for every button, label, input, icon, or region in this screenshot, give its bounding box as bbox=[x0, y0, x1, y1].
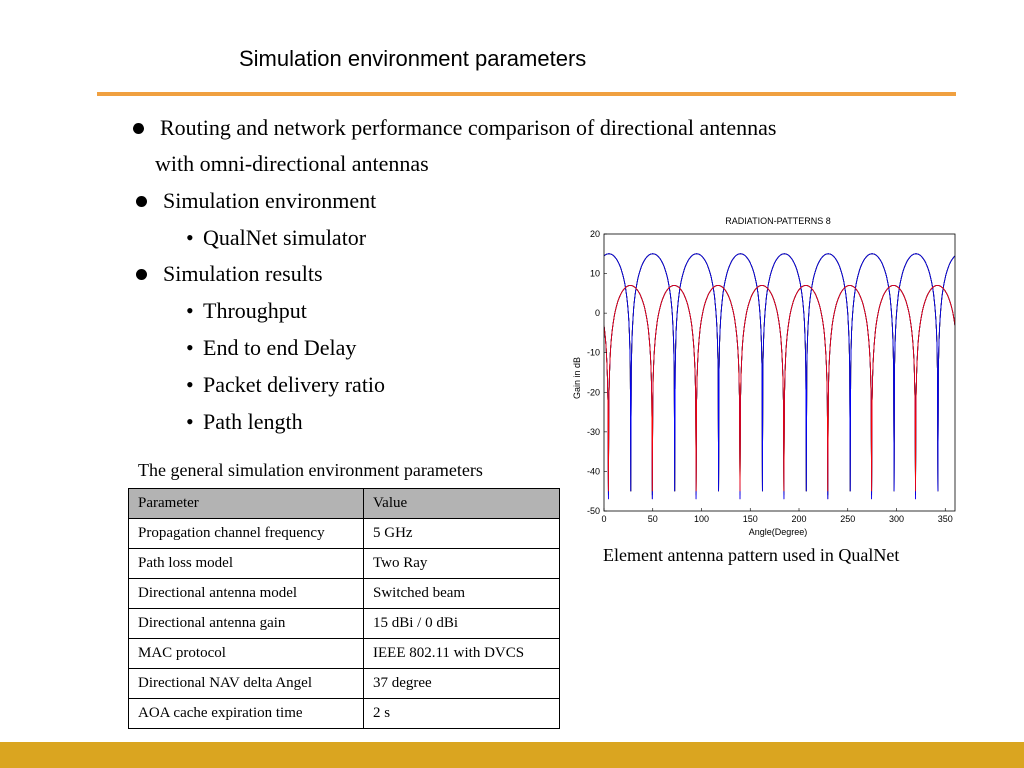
bullet-text: Routing and network performance comparison of directional antennas bbox=[160, 115, 777, 140]
table-row bbox=[129, 669, 560, 699]
plot-frame bbox=[604, 234, 955, 511]
series-line bbox=[604, 285, 955, 499]
radiation-pattern-chart bbox=[560, 208, 970, 548]
series-line bbox=[604, 254, 955, 491]
series-line bbox=[604, 254, 955, 491]
table-header-row bbox=[129, 489, 560, 519]
value-cell: IEEE 802.11 with DVCS bbox=[364, 639, 560, 669]
parameter-cell: Directional NAV delta Angel bbox=[129, 669, 364, 699]
sub-bullet-item bbox=[186, 298, 307, 324]
value-cell: Two Ray bbox=[364, 549, 560, 579]
figure-caption: Element antenna pattern used in QualNet bbox=[603, 545, 900, 565]
series-line bbox=[604, 285, 955, 499]
sub-bullet-text: QualNet simulator bbox=[203, 225, 367, 250]
sub-bullet-item bbox=[186, 372, 386, 398]
x-tick-label: 50 bbox=[647, 514, 658, 524]
series-line bbox=[604, 285, 955, 491]
header-cell-value: Value bbox=[364, 489, 560, 519]
sub-bullet-item bbox=[186, 335, 357, 361]
chart-svg bbox=[560, 208, 970, 548]
x-tick-label: 200 bbox=[791, 514, 807, 524]
series-line bbox=[604, 285, 955, 495]
x-tick-label: 150 bbox=[742, 514, 758, 524]
bullet-dot-icon bbox=[136, 196, 147, 207]
x-tick-label: 350 bbox=[937, 514, 953, 524]
sub-bullet-text: End to end Delay bbox=[203, 335, 357, 360]
sub-bullet-item bbox=[186, 225, 367, 251]
y-tick-label: 0 bbox=[594, 308, 600, 319]
bullet-item bbox=[160, 115, 776, 141]
table-row bbox=[129, 579, 560, 609]
bullet-text: Simulation results bbox=[163, 261, 323, 286]
sub-bullet-dot-icon: • bbox=[186, 298, 194, 323]
header-cell-parameter: Parameter bbox=[129, 489, 364, 519]
value-cell: 15 dBi / 0 dBi bbox=[364, 609, 560, 639]
parameter-cell: Path loss model bbox=[129, 549, 364, 579]
sub-bullet-dot-icon: • bbox=[186, 372, 194, 397]
y-tick-label: -50 bbox=[586, 506, 600, 516]
series-line bbox=[604, 285, 955, 491]
parameters-table bbox=[128, 488, 560, 729]
parameter-cell: MAC protocol bbox=[129, 639, 364, 669]
series-line bbox=[604, 254, 955, 491]
table-row bbox=[129, 639, 560, 669]
y-tick-label: -10 bbox=[586, 347, 600, 358]
value-cell: 2 s bbox=[364, 699, 560, 729]
series-line bbox=[604, 285, 955, 491]
sub-bullet-text: Throughput bbox=[203, 298, 307, 323]
y-tick-label: -40 bbox=[586, 466, 600, 477]
sub-bullet-item bbox=[186, 409, 303, 435]
value-cell: Switched beam bbox=[364, 579, 560, 609]
series-line bbox=[604, 285, 955, 499]
sub-bullet-dot-icon: • bbox=[186, 335, 194, 360]
table-row bbox=[129, 699, 560, 729]
series-line bbox=[604, 254, 955, 491]
series-line bbox=[604, 254, 955, 491]
series-line bbox=[604, 254, 955, 491]
y-tick-label: 10 bbox=[589, 268, 600, 279]
x-tick-label: 100 bbox=[693, 514, 710, 524]
chart-title: RADIATION-PATTERNS 8 bbox=[725, 216, 831, 226]
series-line bbox=[604, 285, 955, 495]
x-tick-label: 250 bbox=[840, 514, 856, 524]
value-cell: 5 GHz bbox=[364, 519, 560, 549]
x-tick-label: 300 bbox=[888, 514, 905, 524]
table-caption: The general simulation environment parameters bbox=[138, 460, 483, 480]
table-row bbox=[129, 549, 560, 579]
bullet-continuation: with omni-directional antennas bbox=[155, 151, 429, 176]
table-row bbox=[129, 519, 560, 549]
y-tick-label: -30 bbox=[586, 426, 600, 437]
series-line bbox=[604, 254, 955, 491]
sub-bullet-dot-icon: • bbox=[186, 409, 194, 434]
y-tick-label: 20 bbox=[589, 229, 600, 239]
sub-bullet-text: Packet delivery ratio bbox=[203, 372, 386, 397]
table-row bbox=[129, 609, 560, 639]
series-line bbox=[604, 254, 955, 491]
sub-bullet-text: Path length bbox=[203, 409, 303, 434]
sub-bullet-dot-icon: • bbox=[186, 225, 194, 250]
bullet-item bbox=[163, 188, 376, 214]
parameter-cell: AOA cache expiration time bbox=[129, 699, 364, 729]
parameter-cell: Directional antenna gain bbox=[129, 609, 364, 639]
parameter-cell: Propagation channel frequency bbox=[129, 519, 364, 549]
slide-title: Simulation environment parameters bbox=[239, 46, 587, 71]
value-cell: 37 degree bbox=[364, 669, 560, 699]
bullet-item bbox=[163, 261, 323, 287]
x-tick-label: 0 bbox=[601, 514, 607, 524]
bullet-text: Simulation environment bbox=[163, 188, 377, 213]
parameter-cell: Directional antenna model bbox=[129, 579, 364, 609]
y-tick-label: -20 bbox=[586, 387, 600, 398]
bullet-dot-icon bbox=[136, 269, 147, 280]
y-axis-label: Gain in dB bbox=[572, 356, 582, 400]
footer-bar bbox=[0, 742, 1024, 768]
bullet-dot-icon bbox=[133, 123, 144, 134]
x-axis-label: Angle(Degree) bbox=[748, 527, 808, 537]
